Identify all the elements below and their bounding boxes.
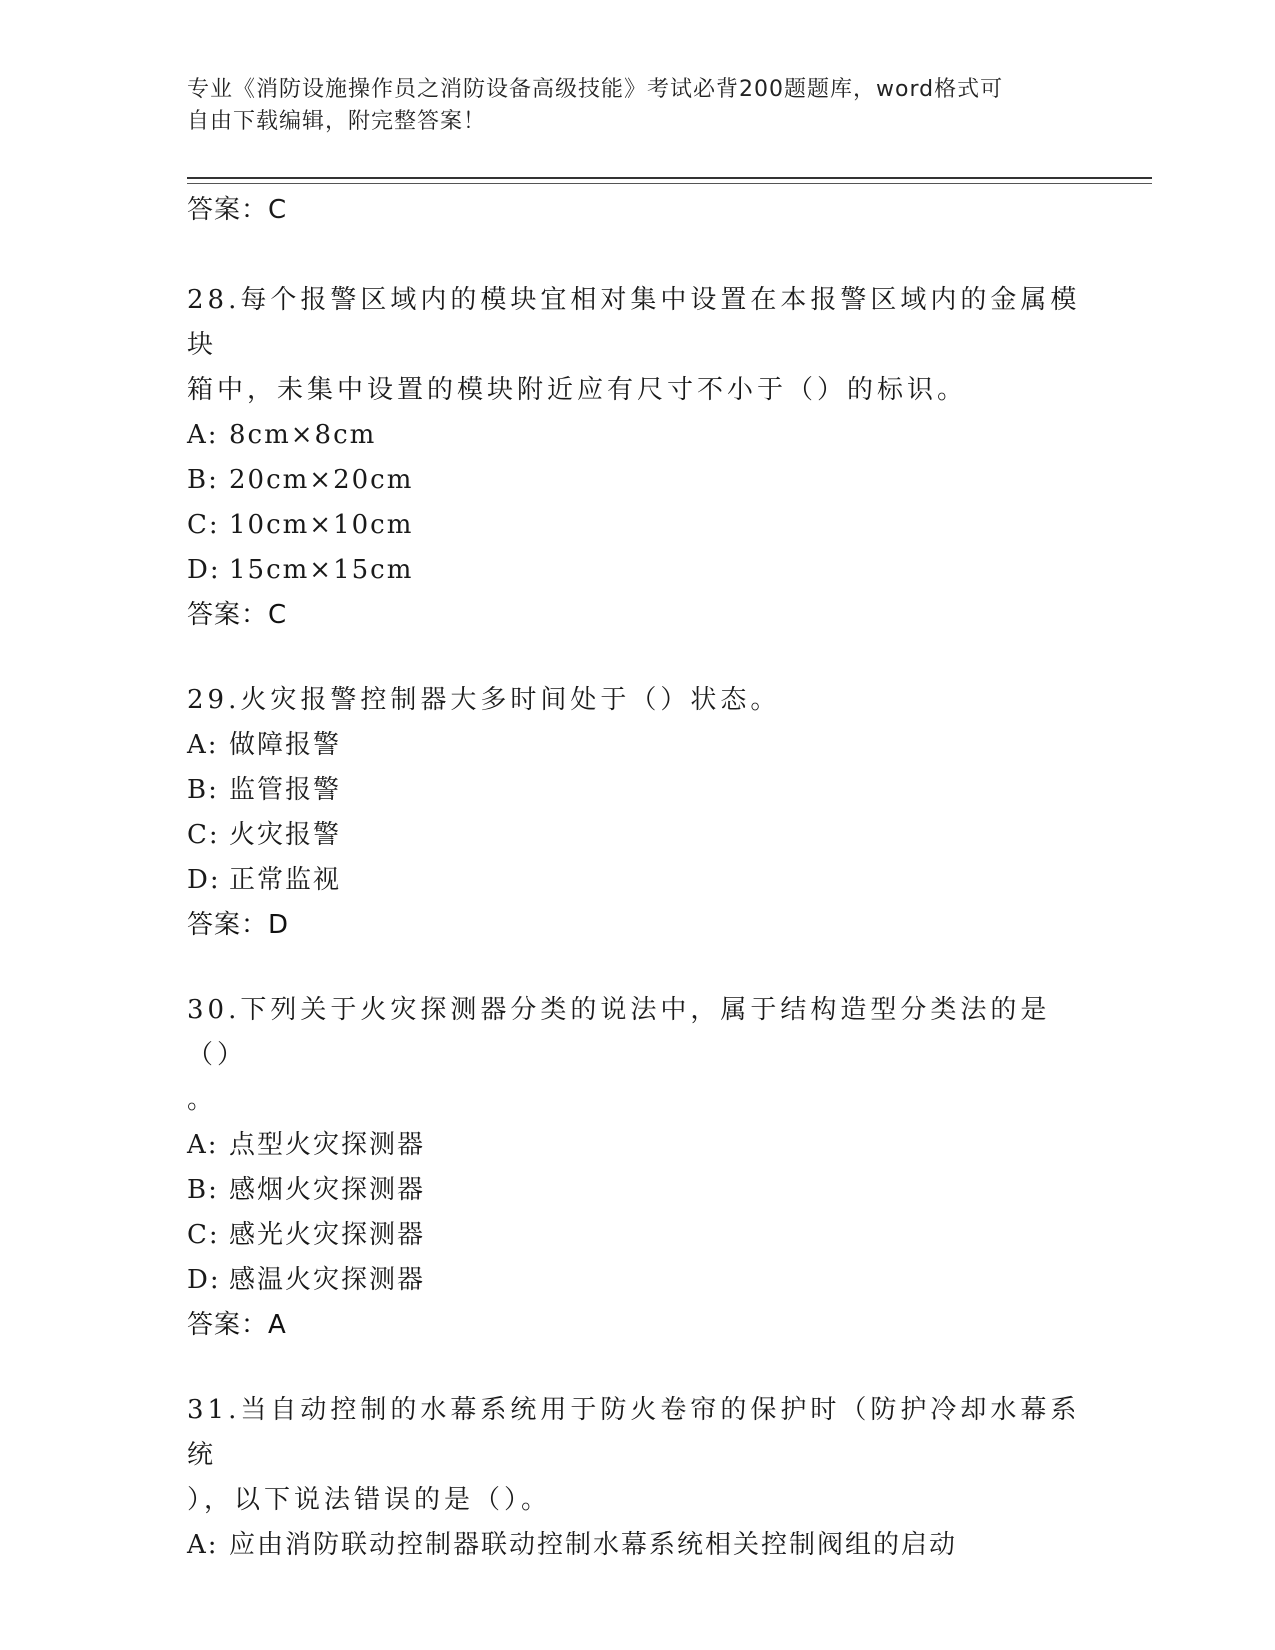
stem-line: 31.当自动控制的水幕系统用于防火卷帘的保护时（防护冷却水幕系统 bbox=[187, 1395, 1081, 1470]
stem-line: 28.每个报警区域内的模块宜相对集中设置在本报警区域内的金属模块 bbox=[187, 285, 1081, 360]
question-stem bbox=[187, 278, 1087, 413]
question-29 bbox=[187, 678, 1087, 948]
option-text: 感烟火灾探测器 bbox=[229, 1175, 426, 1205]
option-d bbox=[187, 548, 1087, 593]
document-header bbox=[187, 74, 1067, 138]
header-line-2: 自由下载编辑，附完整答案！ bbox=[187, 109, 487, 134]
option-text: 10cm×10cm bbox=[229, 510, 414, 540]
question-31 bbox=[187, 1388, 1087, 1568]
option-letter: A: bbox=[187, 420, 219, 450]
stem-line: 。 bbox=[187, 1085, 218, 1115]
option-a bbox=[187, 1523, 1087, 1568]
option-text: 感温火灾探测器 bbox=[229, 1265, 426, 1295]
option-d bbox=[187, 858, 1087, 903]
option-d bbox=[187, 1258, 1087, 1303]
stem-line: 30.下列关于火灾探测器分类的说法中，属于结构造型分类法的是（） bbox=[187, 995, 1051, 1070]
option-letter: B: bbox=[187, 775, 219, 805]
stem-line: ），以下说法错误的是（）。 bbox=[187, 1485, 552, 1515]
answer: 答案：D bbox=[187, 910, 290, 940]
option-letter: B: bbox=[187, 1175, 219, 1205]
option-text: 应由消防联动控制器联动控制水幕系统相关控制阀组的启动 bbox=[229, 1530, 958, 1560]
option-letter: D: bbox=[187, 865, 221, 895]
option-c bbox=[187, 503, 1087, 548]
stem-line: 29.火灾报警控制器大多时间处于（）状态。 bbox=[187, 685, 781, 715]
option-text: 火灾报警 bbox=[229, 820, 342, 850]
stem-line: 箱中，未集中设置的模块附近应有尺寸不小于（）的标识。 bbox=[187, 375, 968, 405]
previous-answer: 答案：C bbox=[187, 195, 288, 225]
option-text: 20cm×20cm bbox=[229, 465, 414, 495]
option-letter: D: bbox=[187, 555, 221, 585]
option-text: 15cm×15cm bbox=[229, 555, 414, 585]
question-28 bbox=[187, 278, 1087, 638]
question-stem bbox=[187, 1388, 1087, 1523]
question-stem bbox=[187, 988, 1087, 1123]
option-letter: A: bbox=[187, 1130, 219, 1160]
question-stem bbox=[187, 678, 1087, 723]
option-text: 8cm×8cm bbox=[229, 420, 377, 450]
option-letter: C: bbox=[187, 510, 220, 540]
option-letter: D: bbox=[187, 1265, 221, 1295]
option-text: 监管报警 bbox=[229, 775, 342, 805]
answer: 答案：A bbox=[187, 1310, 287, 1340]
option-text: 正常监视 bbox=[229, 865, 342, 895]
option-c bbox=[187, 813, 1087, 858]
option-text: 点型火灾探测器 bbox=[229, 1130, 426, 1160]
answer: 答案：C bbox=[187, 600, 288, 630]
option-b bbox=[187, 768, 1087, 813]
option-text: 感光火灾探测器 bbox=[229, 1220, 426, 1250]
option-letter: A: bbox=[187, 1530, 219, 1560]
option-b bbox=[187, 1168, 1087, 1213]
question-30 bbox=[187, 988, 1087, 1348]
header-rule-thin bbox=[187, 183, 1152, 184]
option-letter: B: bbox=[187, 465, 219, 495]
option-a bbox=[187, 723, 1087, 768]
option-letter: C: bbox=[187, 820, 220, 850]
option-a bbox=[187, 1123, 1087, 1168]
option-c bbox=[187, 1213, 1087, 1258]
option-a bbox=[187, 413, 1087, 458]
header-line-1: 专业《消防设施操作员之消防设备高级技能》考试必背200题题库，word格式可 bbox=[187, 77, 1004, 102]
header-rule-thick bbox=[187, 177, 1152, 179]
option-b bbox=[187, 458, 1087, 503]
option-letter: C: bbox=[187, 1220, 220, 1250]
option-letter: A: bbox=[187, 730, 219, 760]
option-text: 做障报警 bbox=[229, 730, 342, 760]
question-list bbox=[187, 278, 1087, 1608]
